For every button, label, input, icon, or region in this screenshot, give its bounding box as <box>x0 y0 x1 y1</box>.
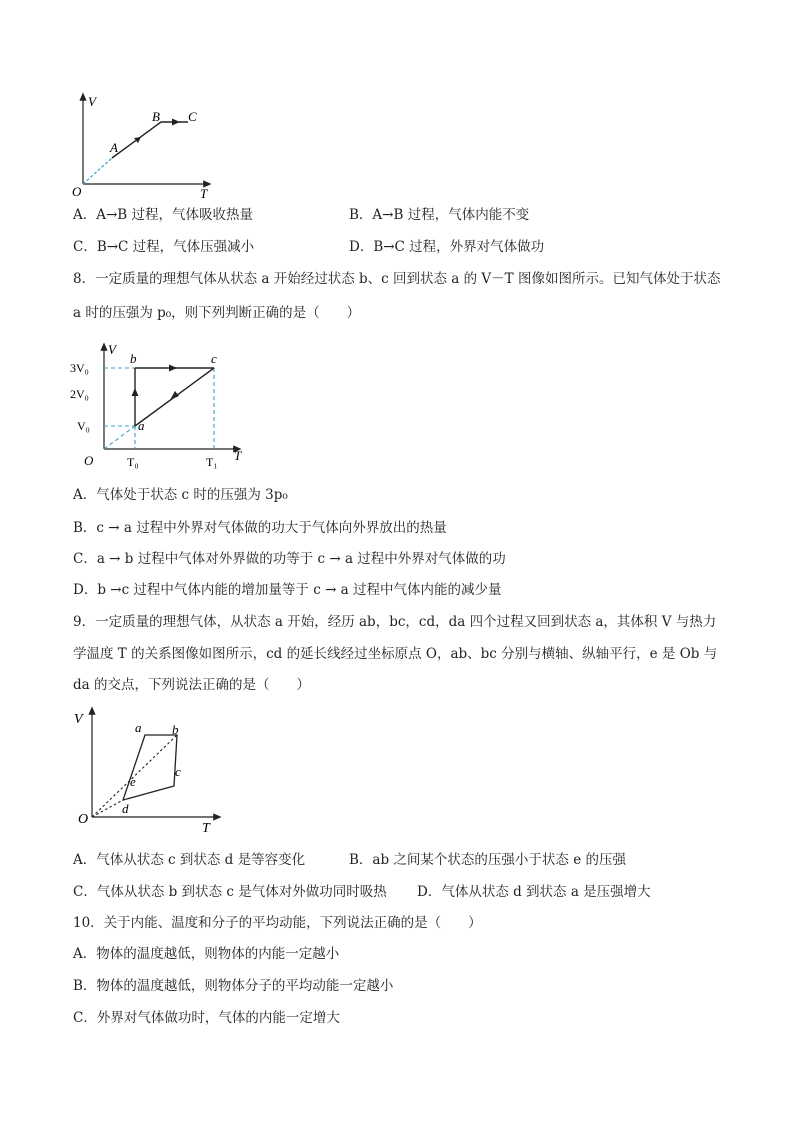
q9-stem-line3: da 的交点，下列说法正确的是（ ） <box>73 677 310 693</box>
q8-stem-line1: 8．一定质量的理想气体从状态 a 开始经过状态 b、c 回到状态 a 的 V－T 图像如图所示。已知气体处于状态 <box>73 271 721 287</box>
q8-stem-line2: a 时的压强为 p₀，则下列判断正确的是（ ） <box>73 305 361 321</box>
q7-option-c: C．B→C 过程，气体压强减小 <box>73 239 255 255</box>
q8-option-a: A．气体处于状态 c 时的压强为 3p₀ <box>73 487 288 503</box>
q8-ab-arrow <box>132 388 139 396</box>
q8-o-label: O <box>84 453 94 468</box>
q8-t1-label: T₁ <box>206 455 218 469</box>
q9-option-b: B．ab 之间某个状态的压强小于状态 e 的压强 <box>349 852 626 868</box>
q7-t-label: T <box>200 186 208 200</box>
q8-vt-graph <box>68 338 258 478</box>
q9-option-d: D．气体从状态 d 到状态 a 是压强增大 <box>417 884 651 900</box>
q8-v-label: V <box>108 342 116 357</box>
q8-3v0-label: 3V₀ <box>70 361 89 375</box>
q9-option-c: C．气体从状态 b 到状态 c 是气体对外做功同时吸热 <box>73 884 387 900</box>
q10-option-a: A．物体的温度越低，则物体的内能一定越小 <box>73 946 340 962</box>
q8-v0-label: V₀ <box>77 419 90 433</box>
q10-option-b: B．物体的温度越低，则物体分子的平均动能一定越小 <box>73 978 394 994</box>
q7-point-a-label: A <box>110 140 118 155</box>
q8-option-d: D．b →c 过程中气体内能的增加量等于 c → a 过程中气体内能的减少量 <box>73 582 502 598</box>
q9-stem-line2: 学温度 T 的关系图像如图所示，cd 的延长线经过坐标原点 O，ab、bc 分别与横轴、纵轴平行，e 是 Ob 与 <box>73 646 718 662</box>
q7-dashed-extension <box>83 158 112 184</box>
q8-point-c-label: c <box>211 351 217 366</box>
q8-point-a-label: a <box>138 418 145 433</box>
q8-2v0-label: 2V₀ <box>70 387 89 401</box>
q7-ab-arrow <box>134 137 141 143</box>
q10-stem: 10．关于内能、温度和分子的平均动能，下列说法正确的是（ ） <box>73 915 482 931</box>
q9-option-a: A．气体从状态 c 到状态 d 是等容变化 <box>73 852 306 868</box>
q9-point-c-label: c <box>175 764 181 779</box>
q9-point-a-label: a <box>135 720 142 735</box>
q8-option-c: C．a → b 过程中气体对外界做的功等于 c → a 过程中外界对气体做的功 <box>73 551 506 567</box>
q8-ca-arrow <box>170 391 179 400</box>
q7-vt-graph <box>68 90 218 200</box>
q7-bc-arrow <box>172 119 180 126</box>
q8-t-label: T <box>234 448 242 463</box>
q8-point-b-label: b <box>130 351 137 366</box>
q9-point-d-label: d <box>122 801 129 816</box>
q10-option-c: C．外界对气体做功时，气体的内能一定增大 <box>73 1010 340 1026</box>
q9-v-label: V <box>74 712 83 727</box>
q9-point-b-label: b <box>172 722 179 737</box>
q9-vt-graph <box>68 706 238 842</box>
q8-t0-label: T₀ <box>127 455 139 469</box>
q9-t-label: T <box>202 821 210 836</box>
q7-point-c-label: C <box>188 109 197 124</box>
q7-option-b: B．A→B 过程，气体内能不变 <box>349 207 530 223</box>
q8-dashed-oa <box>104 426 135 449</box>
q8-option-b: B．c → a 过程中外界对气体做的功大于气体向外界放出的热量 <box>73 520 447 536</box>
q8-bc-arrow <box>169 365 177 372</box>
q9-point-e-label: e <box>130 774 136 789</box>
q7-point-b-label: B <box>152 109 160 124</box>
q9-stem-line1: 9．一定质量的理想气体，从状态 a 开始，经历 ab，bc，cd，da 四个过程又回到状态 a，其体积 V 与热力 <box>73 614 717 630</box>
q7-option-a: A．A→B 过程，气体吸收热量 <box>73 207 254 223</box>
q7-o-label: O <box>72 184 82 199</box>
q7-v-label: V <box>88 94 96 109</box>
q7-option-d: D．B→C 过程，外界对气体做功 <box>349 239 545 255</box>
q9-cycle-abcd <box>123 735 177 800</box>
q9-o-label: O <box>78 812 89 827</box>
